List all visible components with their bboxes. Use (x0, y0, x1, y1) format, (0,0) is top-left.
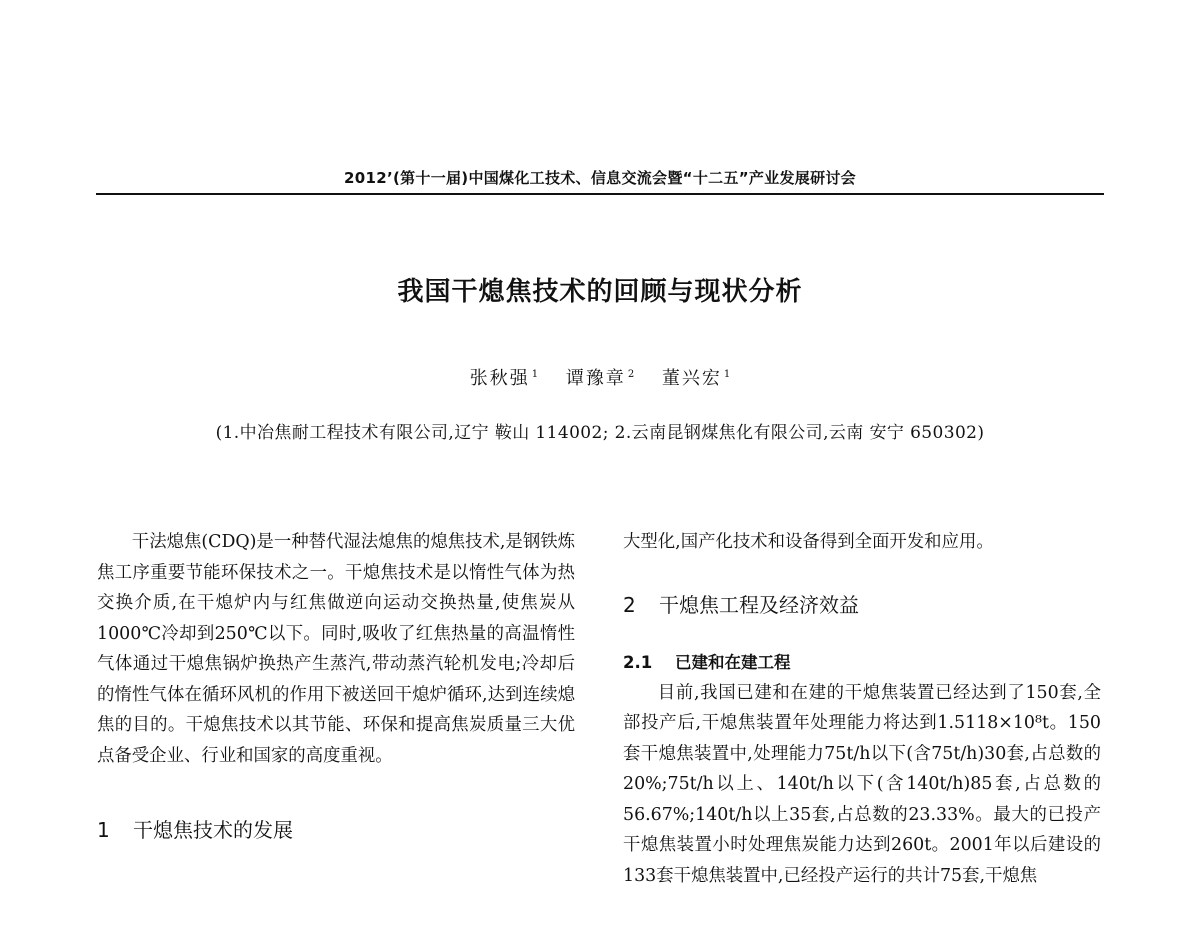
section-title: 干熄焦技术的发展 (133, 818, 293, 842)
section-heading-1 (97, 815, 575, 845)
affiliation: (1.中冶焦耐工程技术有限公司,辽宁 鞍山 114002; 2.云南昆钢煤焦化有限公司,云南 安宁 650302) (215, 423, 985, 443)
subsection-paragraph: 目前,我国已建和在建的干熄焦装置已经达到了150套,全部投产后,干熄焦装置年处理能力将达到1.5118×10⁸t。150套干熄焦装置中,处理能力75t/h以下(含75t/h)30套,占总数的20%;75t/h以上、140t/h以下(含140t/h)85套,占总数的56.67%;140t/h以上35套,占总数的23.33%。最大的已投产干熄焦装置小时处理焦炭能力达到260t。2001年以后建设的133套干熄焦装置中,已经投产运行的共计75套,干熄焦 (623, 682, 1101, 886)
paper-title: 我国干熄焦技术的回顾与现状分析 (397, 277, 803, 307)
left-column (97, 527, 575, 845)
author-affiliation-mark: 1 (531, 369, 539, 380)
author-name: 谭豫章 (565, 368, 626, 389)
running-header: 2012’(第十一届)中国煤化工技术、信息交流会暨“十二五”产业发展研讨会 (344, 169, 856, 187)
continued-paragraph: 大型化,国产化技术和设备得到全面开发和应用。 (623, 532, 994, 552)
section-number: 2 (623, 592, 636, 617)
author (662, 368, 730, 389)
author-name: 董兴宏 (661, 368, 722, 389)
subsection-title: 已建和在建工程 (675, 652, 791, 672)
subsection-number: 2.1 (623, 652, 653, 672)
section-number: 1 (97, 818, 110, 842)
section-title: 干熄焦工程及经济效益 (659, 592, 859, 617)
author (566, 368, 634, 389)
author-affiliation-mark: 1 (723, 369, 731, 380)
subsection-heading-2-1 (623, 648, 1101, 678)
section-heading-2 (623, 590, 1101, 620)
header-rule (96, 193, 1104, 195)
right-column (623, 527, 1101, 891)
author (470, 368, 538, 389)
author-affiliation-mark: 2 (627, 369, 635, 380)
intro-paragraph: 干法熄焦(CDQ)是一种替代湿法熄焦的熄焦技术,是钢铁炼焦工序重要节能环保技术之一。干熄焦技术是以惰性气体为热交换介质,在干熄炉内与红焦做逆向运动交换热量,使焦炭从1000℃冷却到250℃以下。同时,吸收了红焦热量的高温惰性气体通过干熄焦锅炉换热产生蒸汽,带动蒸汽轮机发电;冷却后的惰性气体在循环风机的作用下被送回干熄炉循环,达到连续熄焦的目的。干熄焦技术以其节能、环保和提高焦炭质量三大优点备受企业、行业和国家的高度重视。 (97, 532, 575, 766)
author-list (96, 363, 1104, 391)
author-name: 张秋强 (469, 368, 530, 389)
